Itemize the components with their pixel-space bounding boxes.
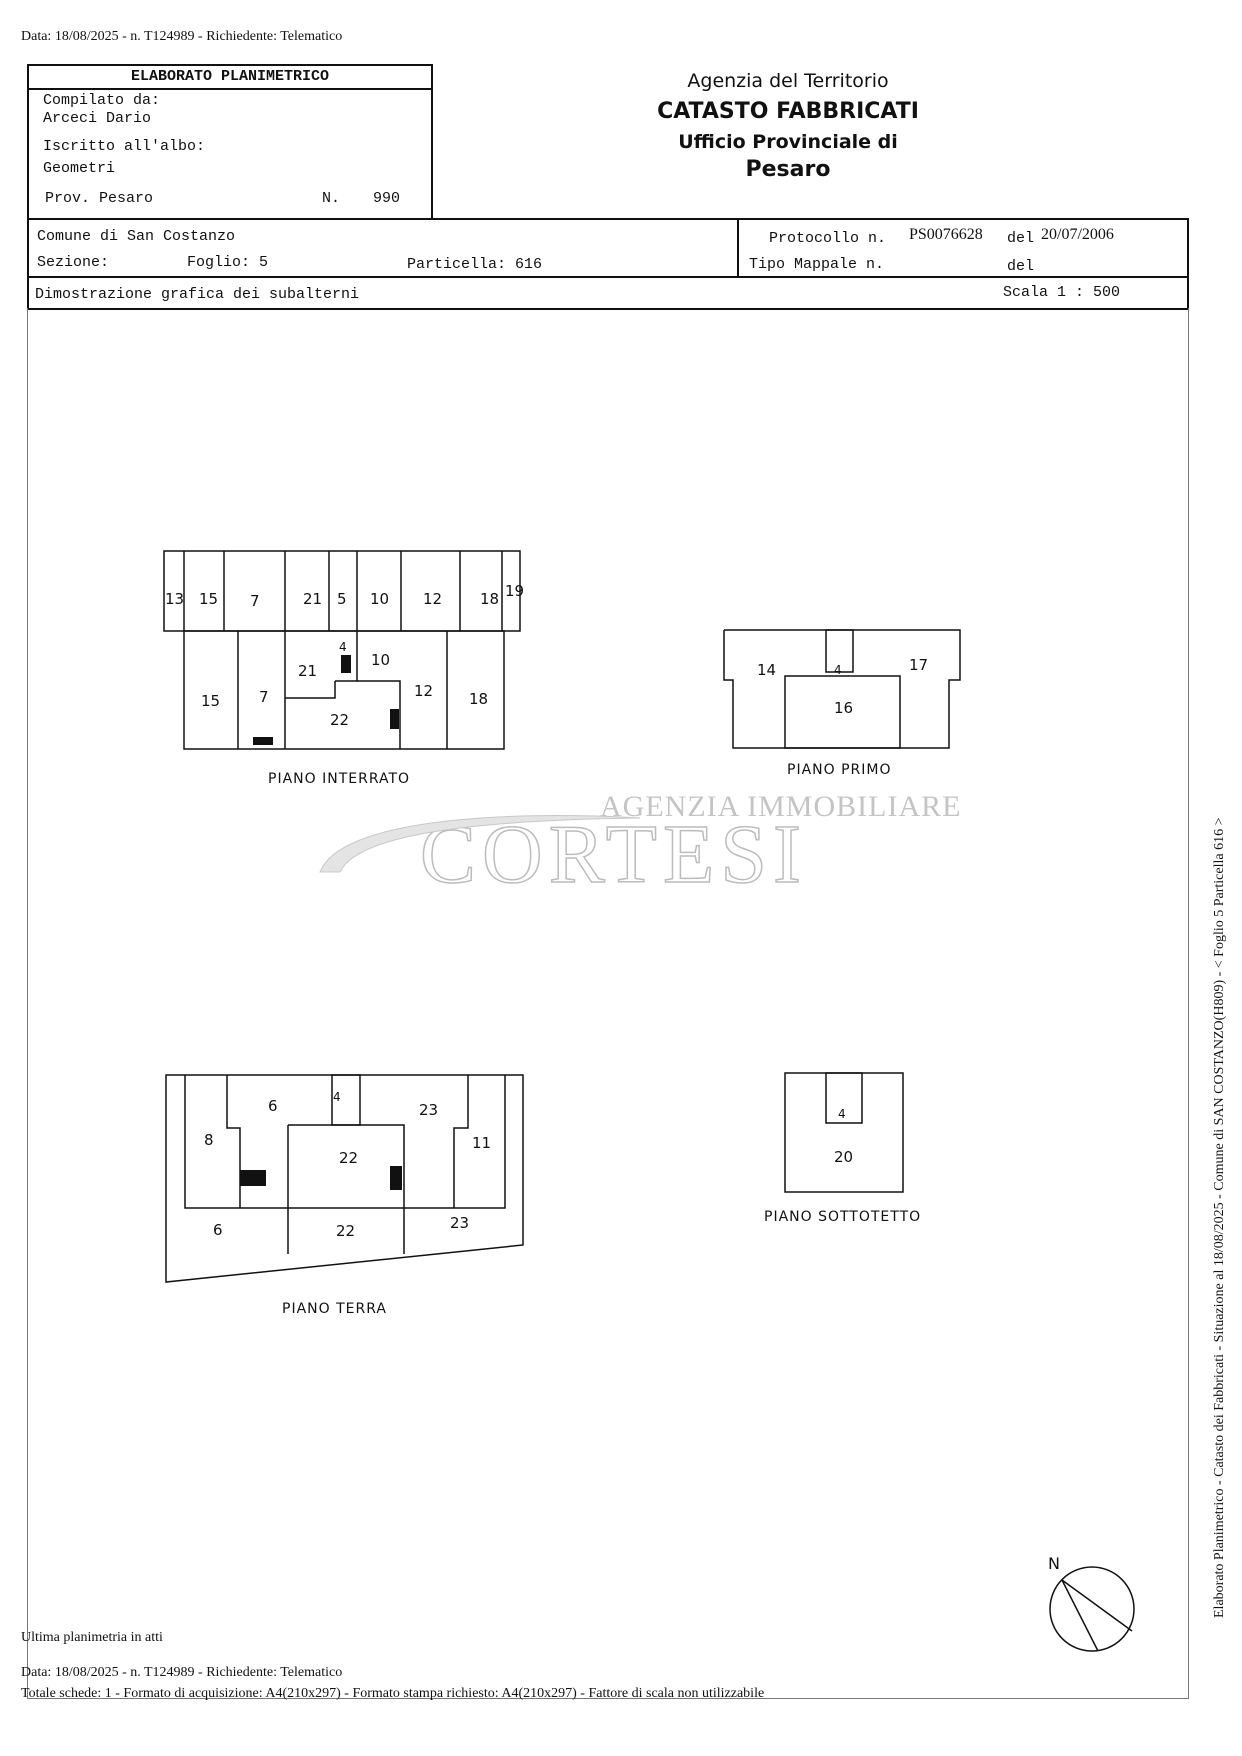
room-label: 22	[339, 1149, 359, 1167]
room-label: 7	[250, 592, 260, 610]
del2-label: del	[1007, 258, 1035, 275]
room-label: 4	[834, 663, 842, 677]
del-value: 20/07/2006	[1041, 226, 1114, 243]
plan-sottotetto	[785, 1073, 903, 1192]
room-label: 14	[757, 661, 777, 679]
north-label: N	[1048, 1554, 1060, 1573]
room-label: 17	[909, 656, 929, 674]
room-label: 12	[423, 590, 443, 608]
room-label: 20	[834, 1148, 854, 1166]
room-label: 22	[330, 711, 350, 729]
elaborato-title: ELABORATO PLANIMETRICO	[29, 66, 431, 90]
room-label: 15	[199, 590, 219, 608]
room-label: 16	[834, 699, 854, 717]
sezione-label: Sezione:	[37, 254, 110, 271]
room-label: 23	[419, 1101, 439, 1119]
agency-line1: Agenzia del Territorio	[687, 70, 889, 92]
iscritto-value: Geometri	[43, 160, 116, 177]
agency-line4: Pesaro	[745, 157, 831, 182]
plan-terra	[166, 1075, 523, 1282]
dimostrazione-label: Dimostrazione grafica dei subalterni	[35, 286, 360, 303]
plan-label-sottotetto: PIANO SOTTOTETTO	[764, 1209, 922, 1225]
room-label: 5	[337, 590, 347, 608]
room-label: 7	[259, 688, 269, 706]
iscritto-label: Iscritto all'albo:	[43, 138, 206, 155]
plan-label-primo: PIANO PRIMO	[787, 762, 892, 778]
room-label: 21	[303, 590, 323, 608]
footer-ultima: Ultima planimetria in atti	[21, 1630, 163, 1645]
footer-totale: Totale schede: 1 - Formato di acquisizione: A4(210x297) - Formato stampa richiesto: A4(210x297) - Fattore di scala non utilizzabile	[21, 1686, 765, 1701]
room-label: 8	[204, 1131, 214, 1149]
protocollo-label: Protocollo n.	[769, 230, 887, 247]
compilato-name: Arceci Dario	[43, 110, 152, 127]
agency-line2: CATASTO FABBRICATI	[657, 99, 919, 124]
plan-primo	[724, 630, 960, 748]
scala-label: Scala 1 : 500	[1003, 284, 1121, 301]
room-label: 12	[414, 682, 434, 700]
room-label: 6	[268, 1097, 278, 1115]
room-label: 10	[371, 651, 391, 669]
particella-value: Particella: 616	[407, 256, 543, 273]
agency-line3: Ufficio Provinciale di	[678, 131, 898, 153]
protocollo-value: PS0076628	[909, 226, 983, 243]
room-label: 19	[505, 582, 525, 600]
room-label: 4	[333, 1090, 341, 1104]
room-label: 18	[480, 590, 500, 608]
room-label: 11	[472, 1134, 492, 1152]
watermark-main: CORTESI	[420, 808, 807, 901]
room-label: 6	[213, 1221, 223, 1239]
room-label: 22	[336, 1222, 356, 1240]
plan-label-terra: PIANO TERRA	[282, 1301, 387, 1317]
n-value: 990	[373, 190, 401, 207]
plan-label-interrato: PIANO INTERRATO	[268, 771, 411, 787]
n-label: N.	[322, 190, 341, 207]
room-label: 23	[450, 1214, 470, 1232]
room-label: 4	[838, 1107, 846, 1121]
room-label: 21	[298, 662, 318, 680]
room-label: 18	[469, 690, 489, 708]
watermark-swoosh-icon	[300, 800, 940, 880]
del-label: del	[1007, 230, 1035, 247]
header-data-line: Data: 18/08/2025 - n. T124989 - Richiedente: Telematico	[21, 29, 343, 44]
room-label: 4	[339, 640, 347, 654]
watermark-top: AGENZIA IMMOBILIARE	[600, 790, 962, 823]
footer-data: Data: 18/08/2025 - n. T124989 - Richiedente: Telematico	[21, 1665, 343, 1680]
comune: Comune di San Costanzo	[37, 228, 236, 245]
room-label: 13	[165, 590, 185, 608]
room-label: 15	[201, 692, 221, 710]
tipo-mappale-label: Tipo Mappale n.	[749, 256, 885, 273]
prov-label: Prov. Pesaro	[45, 190, 154, 207]
foglio-value: Foglio: 5	[187, 254, 269, 271]
compilato-label: Compilato da:	[43, 92, 161, 109]
room-label: 10	[370, 590, 390, 608]
north-arrow-icon	[1050, 1567, 1134, 1651]
side-vertical-text: Elaborato Planimetrico - Catasto dei Fabbricati - Situazione al 18/08/2025 - Comune di SAN COSTANZO(H809) - < Foglio 5 Particella 616 >	[1212, 817, 1227, 1618]
